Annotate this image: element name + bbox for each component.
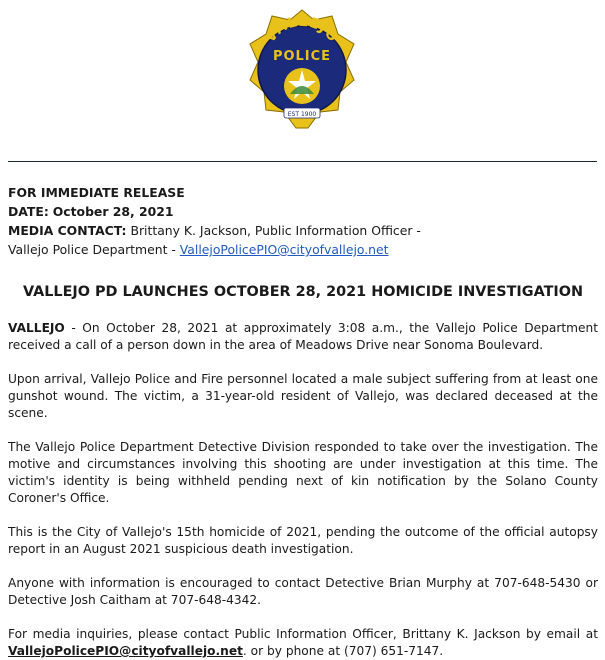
paragraph-5: Anyone with information is encouraged to contact Detective Brian Murphy at 707-648-5430 or Detective Josh Caitham at 707-648-4342. (8, 576, 598, 607)
pio-email-link[interactable]: VallejoPolicePIO@cityofvallejo.net (8, 644, 243, 658)
vallejo-police-badge-logo (246, 8, 358, 130)
paragraph-4: This is the City of Vallejo's 15th homicide of 2021, pending the outcome of the official autopsy report in an August 2021 suspicious death investigation. (8, 525, 598, 556)
logo-text-top: VALLEJO (262, 13, 342, 46)
media-contact (8, 221, 598, 240)
paragraph-6-tail: . or by phone at (707) 651-7147. (242, 644, 444, 658)
paragraph-3: The Vallejo Police Department Detective Division responded to take over the investigation. The motive and circumstances involving this shooting are under investigation at this time. The victim's identity is being withheld pending next of kin notification by the Solano County Coroner's Office. (8, 440, 598, 505)
date-value: October 28, 2021 (52, 204, 174, 219)
logo-ribbon-text: EST 1900 (287, 111, 317, 118)
logo-text-mid: POLICE (272, 49, 332, 64)
date-label: DATE: (8, 204, 49, 219)
paragraph-2: Upon arrival, Vallejo Police and Fire personnel located a male subject suffering from at least one gunshot wound. The victim, a 31-year-old resident of Vallejo, was declared deceased at the scene. (8, 372, 598, 420)
badge-icon (246, 8, 358, 130)
release-header (8, 183, 598, 259)
media-contact-line2 (8, 240, 598, 259)
release-label: FOR IMMEDIATE RELEASE (8, 185, 185, 200)
contact-label: MEDIA CONTACT: (8, 223, 127, 238)
dateline: VALLEJO (8, 321, 65, 335)
press-release-body (8, 320, 598, 660)
release-date (8, 202, 598, 221)
paragraph-1 (8, 320, 598, 354)
paragraph-6 (8, 626, 598, 660)
contact-line1: Brittany K. Jackson, Public Information Officer - (130, 223, 421, 238)
contact-line2: Vallejo Police Department - (8, 242, 180, 257)
press-release-headline: VALLEJO PD LAUNCHES OCTOBER 28, 2021 HOMICIDE INVESTIGATION (22, 284, 584, 300)
header-divider (8, 161, 597, 162)
paragraph-1-text: - On October 28, 2021 at approximately 3:08 a.m., the Vallejo Police Department received a call of a person down in the area of Meadows Drive near Sonoma Boulevard. (8, 321, 598, 352)
paragraph-6-text: For media inquiries, please contact Public Information Officer, Brittany K. Jackson by email at (8, 627, 598, 641)
contact-email-link[interactable]: VallejoPolicePIO@cityofvallejo.net (179, 242, 389, 257)
